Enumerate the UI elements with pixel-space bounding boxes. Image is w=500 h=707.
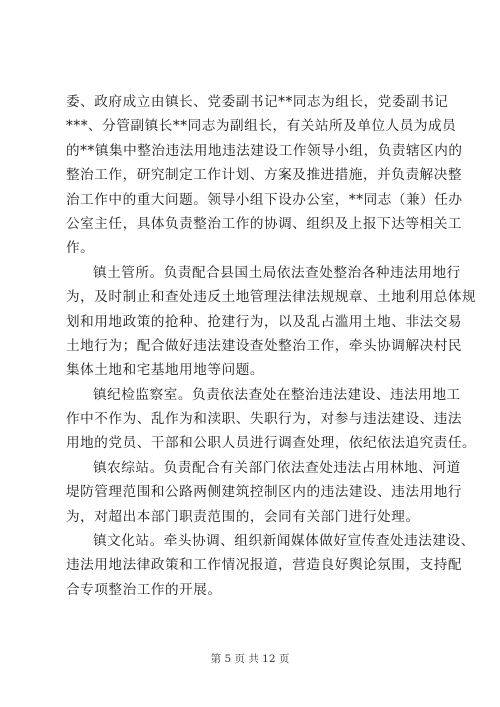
text-line: 治工作中的重大问题。领导小组下设办公室，**同志（兼）任办 (66, 191, 463, 208)
text-line: 堤防管理范围和公路两侧建筑控制区内的违法建设、违法用地行 (66, 484, 463, 501)
text-line: 为，及时制止和查处违反土地管理法律法规规章、土地利用总体规 (66, 289, 477, 306)
text-line: 合专项整治工作的开展。 (66, 581, 222, 598)
text-line: 违法用地法律政策和工作情况报道，营造良好舆论氛围，支持配 (66, 557, 463, 574)
text-line: 土地行为；配合做好违法建设查处整治工作，牵头协调解决村民 (66, 337, 463, 354)
paragraph-land-office-start: 镇土管所。负责配合县国土局依法查处整治各种违法用地行 (93, 264, 461, 281)
paragraph-culture-station-start: 镇文化站。牵头协调、组织新闻媒体做好宣传查处违法建设、 (93, 533, 475, 550)
text-line: 集体土地和宅基地用地等问题。 (66, 362, 265, 379)
text-line: ***、分管副镇长**同志为副组长，有关站所及单位人员为成员 (66, 118, 457, 135)
text-line: 委、政府成立由镇长、党委副书记**同志为组长，党委副书记 (66, 94, 449, 110)
text-line: 作。 (66, 240, 95, 257)
text-line: 划和用地政策的抢种、抢建行为，以及乱占滥用土地、非法交易 (66, 313, 463, 330)
paragraph-discipline-office-start: 镇纪检监察室。负责依法查处在整治违法建设、违法用地工 (93, 386, 461, 403)
text-line: 公室主任，具体负责整治工作的协调、组织及上报下达等相关工 (66, 215, 463, 232)
text-line: 用地的党员、干部和公职人员进行调查处理，依纪依法追究责任。 (66, 435, 477, 452)
page-number-footer: 第 5 页 共 12 页 (210, 653, 290, 665)
paragraph-agriculture-station-start: 镇农综站。负责配合有关部门依法查处违法占用林地、河道 (93, 459, 461, 476)
text-line: 为，对超出本部门职责范围的，会同有关部门进行处理。 (66, 508, 420, 525)
text-line: 整治工作，研究制定工作计划、方案及推进措施，并负责解决整 (66, 167, 463, 184)
document-body (66, 90, 477, 602)
text-line: 的**镇集中整治违法用地违法建设工作领导小组，负责辖区内的 (66, 142, 463, 159)
text-line: 作中不作为、乱作为和渎职、失职行为，对参与违法建设、违法 (66, 411, 463, 428)
